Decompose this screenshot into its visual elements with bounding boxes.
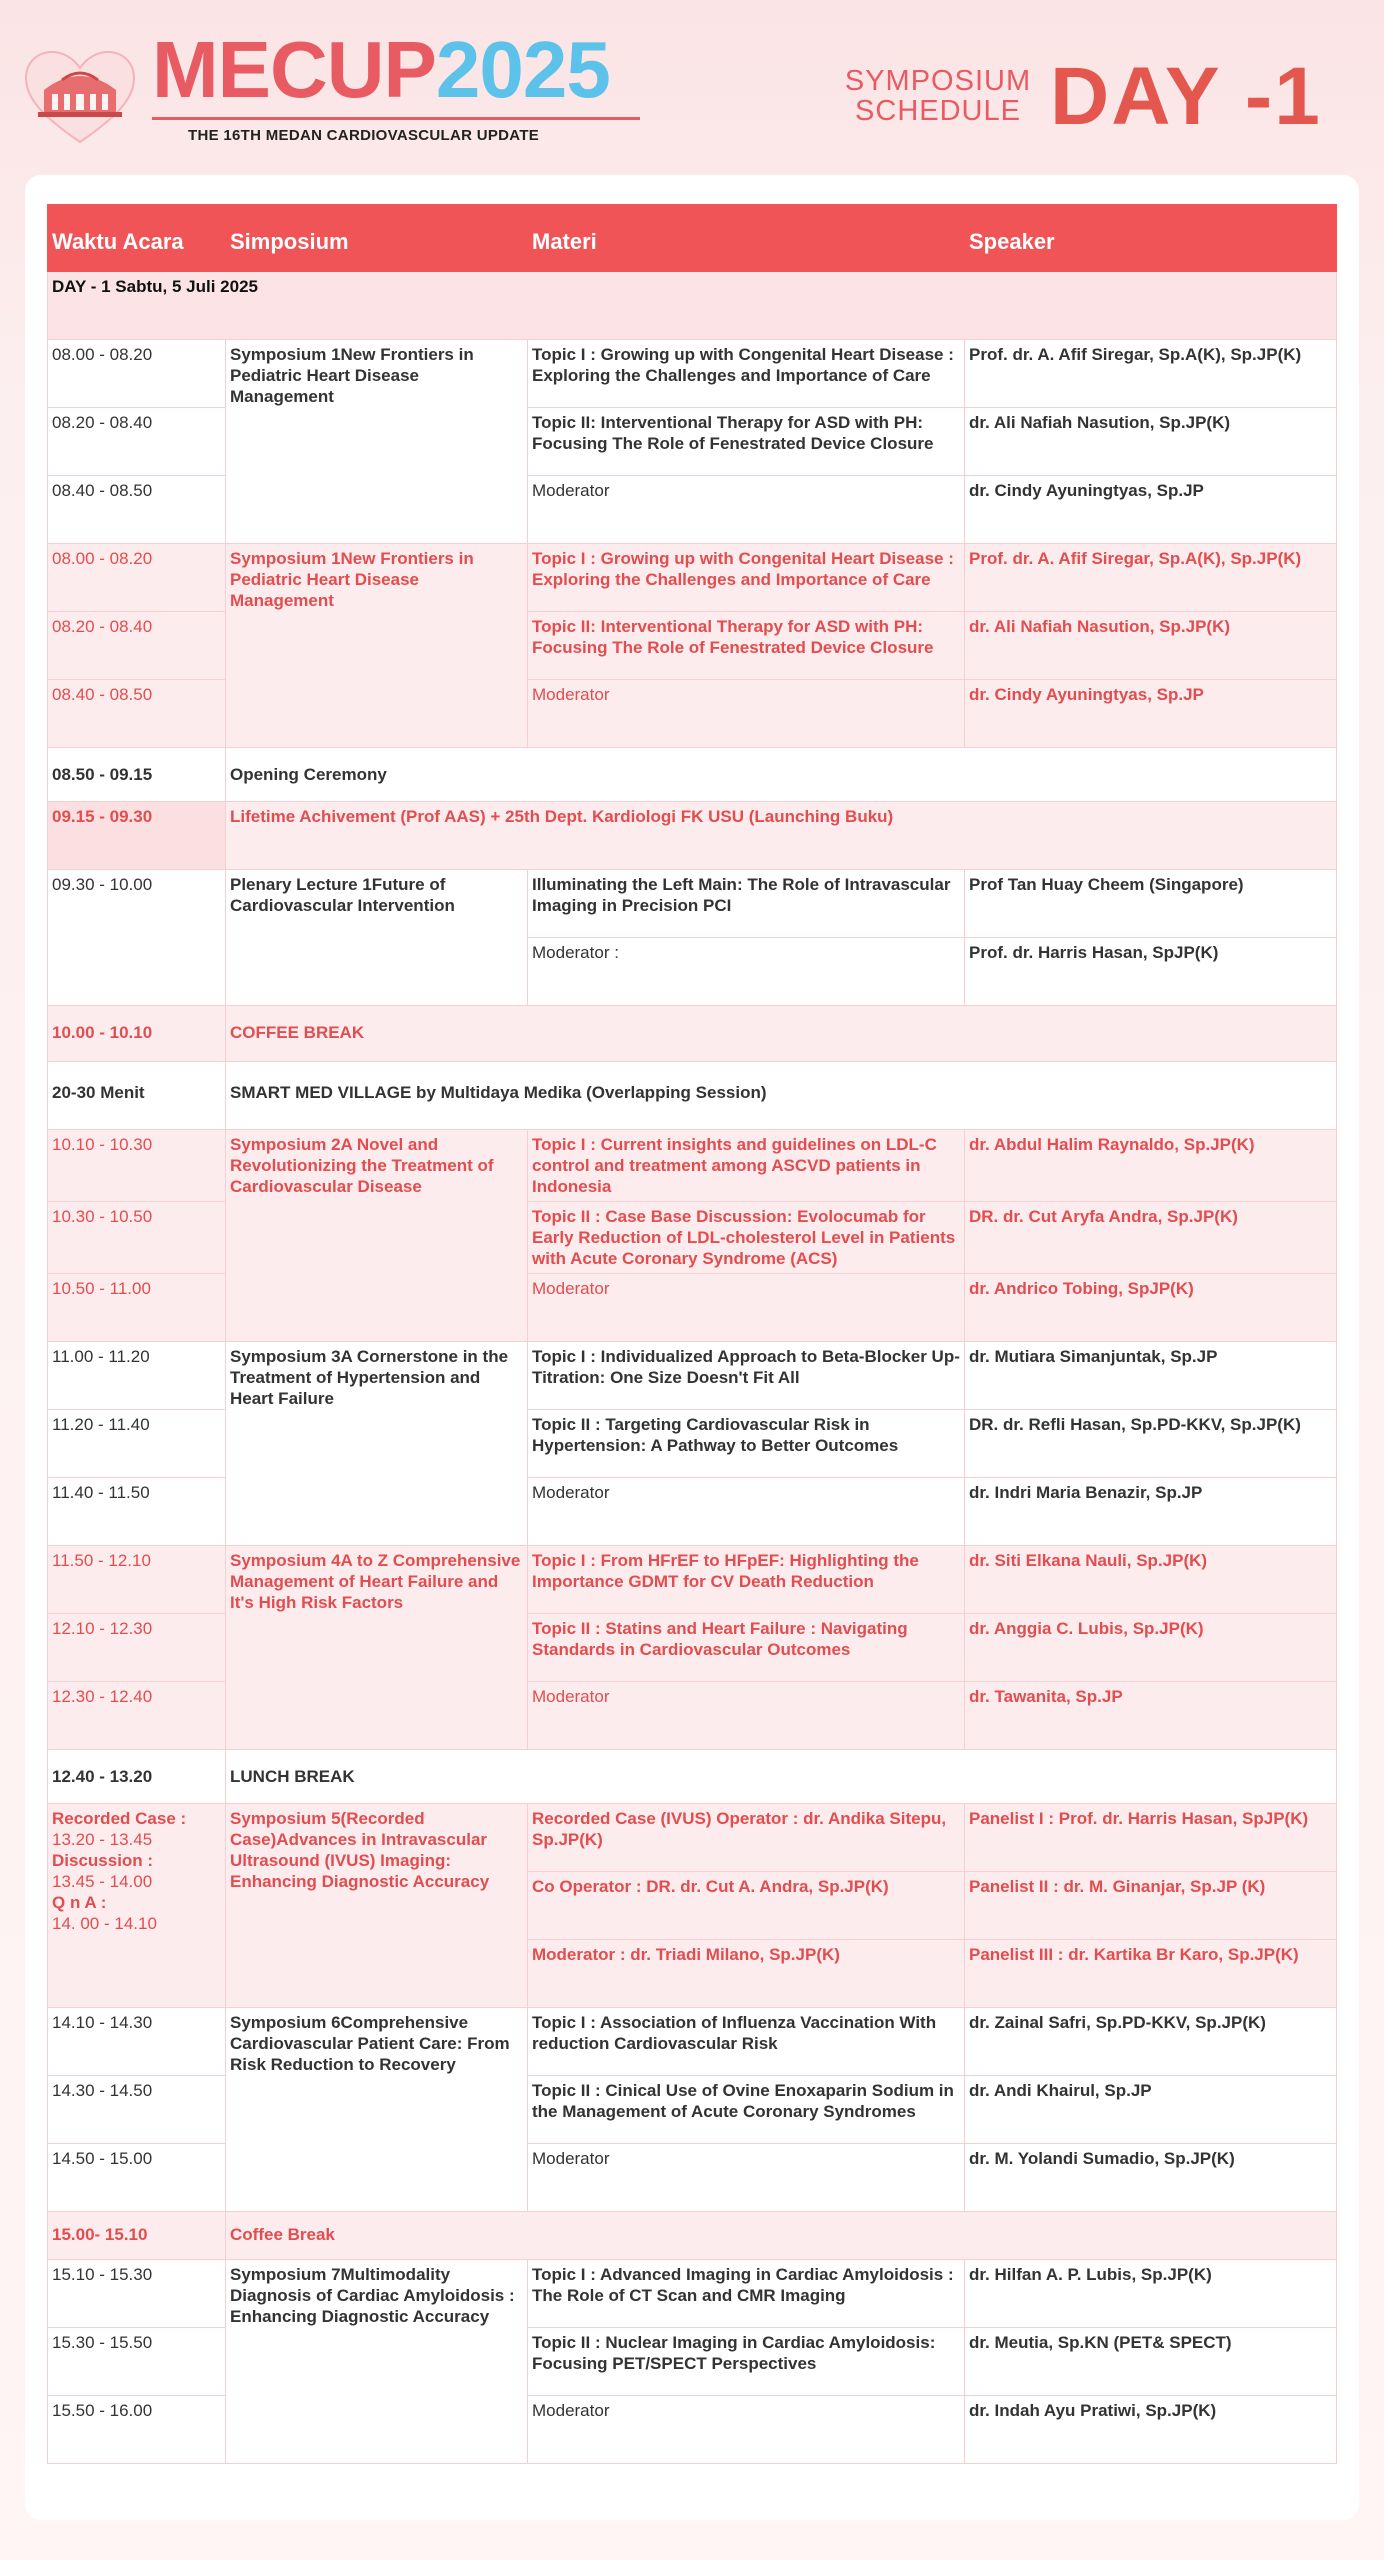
topic-cell: Moderator [528, 680, 965, 748]
speaker-cell: dr. Hilfan A. P. Lubis, Sp.JP(K) [965, 2260, 1337, 2328]
header [0, 0, 1384, 170]
topic-cell: Moderator : [528, 938, 965, 1006]
topic-cell: Recorded Case (IVUS) Operator : dr. Andika Sitepu, Sp.JP(K) [528, 1804, 965, 1872]
symposium-word: SYMPOSIUM [844, 65, 1032, 97]
speaker-cell: dr. Cindy Ayuningtyas, Sp.JP [965, 476, 1337, 544]
time-cell [48, 1804, 226, 2008]
topic-cell: Moderator [528, 1274, 965, 1342]
topic-cell: Topic I : Growing up with Congenital Heart Disease : Exploring the Challenges and Importance of Care [528, 544, 965, 612]
topic-cell: Topic I : Individualized Approach to Beta-Blocker Up-Titration: One Size Doesn't Fit All [528, 1342, 965, 1410]
col-header-speaker: Speaker [965, 205, 1337, 272]
symposium-cell: Symposium 6Comprehensive Cardiovascular Patient Care: From Risk Reduction to Recovery [226, 2008, 528, 2212]
time-cell: 09.15 - 09.30 [48, 802, 226, 870]
topic-cell: Moderator [528, 1478, 965, 1546]
speaker-cell: Prof. dr. A. Afif Siregar, Sp.A(K), Sp.JP(K) [965, 340, 1337, 408]
speaker-cell: Panelist II : dr. M. Ginanjar, Sp.JP (K) [965, 1872, 1337, 1940]
topic-cell: Topic II : Targeting Cardiovascular Risk in Hypertension: A Pathway to Better Outcomes [528, 1410, 965, 1478]
speaker-cell: dr. Mutiara Simanjuntak, Sp.JP [965, 1342, 1337, 1410]
table-row [48, 1804, 1337, 1872]
time-cell: 10.10 - 10.30 [48, 1130, 226, 1202]
topic-cell: Topic I : Association of Influenza Vaccination With reduction Cardiovascular Risk [528, 2008, 965, 2076]
topic-cell: Topic II : Statins and Heart Failure : Navigating Standards in Cardiovascular Outcomes [528, 1614, 965, 1682]
day-label: DAY -1 [1050, 51, 1322, 142]
speaker-cell: dr. Ali Nafiah Nasution, Sp.JP(K) [965, 612, 1337, 680]
speaker-cell: dr. Siti Elkana Nauli, Sp.JP(K) [965, 1546, 1337, 1614]
time-cell: 14.10 - 14.30 [48, 2008, 226, 2076]
table-row [48, 802, 1337, 870]
symposium-schedule-label [838, 66, 1038, 126]
topic-cell: Moderator : dr. Triadi Milano, Sp.JP(K) [528, 1940, 965, 2008]
event-cell: COFFEE BREAK [226, 1006, 1337, 1062]
topic-cell: Topic I : From HFrEF to HFpEF: Highlighting the Importance GDMT for CV Death Reduction [528, 1546, 965, 1614]
event-logo-wordmark [152, 25, 610, 114]
day-heading: DAY - 1 Sabtu, 5 Juli 2025 [48, 272, 1337, 340]
topic-cell: Moderator [528, 476, 965, 544]
schedule-table [47, 204, 1337, 2464]
time-cell: 10.30 - 10.50 [48, 1202, 226, 1274]
day-heading-row [48, 272, 1337, 340]
time-cell: 12.10 - 12.30 [48, 1614, 226, 1682]
topic-cell: Topic I : Growing up with Congenital Heart Disease : Exploring the Challenges and Importance of Care [528, 340, 965, 408]
topic-cell: Topic II : Nuclear Imaging in Cardiac Amyloidosis: Focusing PET/SPECT Perspectives [528, 2328, 965, 2396]
topic-cell: Moderator [528, 2144, 965, 2212]
symposium-cell: Symposium 1New Frontiers in Pediatric Heart Disease Management [226, 544, 528, 748]
time-cell: 08.20 - 08.40 [48, 612, 226, 680]
logo-underline [152, 117, 640, 120]
col-header-symposium: Simposium [226, 205, 528, 272]
table-header-row [48, 205, 1337, 272]
topic-cell: Topic II: Interventional Therapy for ASD with PH: Focusing The Role of Fenestrated Device Closure [528, 612, 965, 680]
symposium-cell: Symposium 7Multimodality Diagnosis of Cardiac Amyloidosis : Enhancing Diagnostic Accuracy [226, 2260, 528, 2464]
qna-label: Q n A : [52, 1893, 107, 1912]
discussion-label: Discussion : [52, 1851, 154, 1870]
speaker-cell: dr. Zainal Safri, Sp.PD-KKV, Sp.JP(K) [965, 2008, 1337, 2076]
symposium-cell: Symposium 3A Cornerstone in the Treatment of Hypertension and Heart Failure [226, 1342, 528, 1546]
logo-mecup: MECUP [152, 25, 436, 114]
speaker-cell: dr. Indri Maria Benazir, Sp.JP [965, 1478, 1337, 1546]
topic-cell: Moderator [528, 2396, 965, 2464]
time-cell: 15.00- 15.10 [48, 2212, 226, 2260]
table-row [48, 2008, 1337, 2076]
time-cell: 11.50 - 12.10 [48, 1546, 226, 1614]
table-row [48, 1750, 1337, 1804]
time-cell: 08.00 - 08.20 [48, 340, 226, 408]
event-cell: Coffee Break [226, 2212, 1337, 2260]
speaker-cell: Prof. dr. Harris Hasan, SpJP(K) [965, 938, 1337, 1006]
table-row [48, 1062, 1337, 1130]
topic-cell: Moderator [528, 1682, 965, 1750]
time-cell: 08.20 - 08.40 [48, 408, 226, 476]
time-cell: 10.00 - 10.10 [48, 1006, 226, 1062]
event-cell: Lifetime Achivement (Prof AAS) + 25th Dept. Kardiologi FK USU (Launching Buku) [226, 802, 1337, 870]
speaker-cell: dr. Tawanita, Sp.JP [965, 1682, 1337, 1750]
time-cell: 10.50 - 11.00 [48, 1274, 226, 1342]
speaker-cell: dr. Cindy Ayuningtyas, Sp.JP [965, 680, 1337, 748]
table-row [48, 2260, 1337, 2328]
speaker-cell: dr. Andrico Tobing, SpJP(K) [965, 1274, 1337, 1342]
event-cell: SMART MED VILLAGE by Multidaya Medika (Overlapping Session) [226, 1062, 1337, 1130]
logo-year: 2025 [435, 25, 610, 114]
table-row [48, 870, 1337, 938]
table-row [48, 2212, 1337, 2260]
topic-cell: Topic I : Current insights and guidelines on LDL-C control and treatment among ASCVD patients in Indonesia [528, 1130, 965, 1202]
time-cell: 11.40 - 11.50 [48, 1478, 226, 1546]
speaker-cell: DR. dr. Refli Hasan, Sp.PD-KKV, Sp.JP(K) [965, 1410, 1337, 1478]
topic-cell: Topic II : Cinical Use of Ovine Enoxaparin Sodium in the Management of Acute Coronary Syndromes [528, 2076, 965, 2144]
symposium-cell: Symposium 5(Recorded Case)Advances in Intravascular Ultrasound (IVUS) Imaging: Enhancing Diagnostic Accuracy [226, 1804, 528, 2008]
speaker-cell: dr. Abdul Halim Raynaldo, Sp.JP(K) [965, 1130, 1337, 1202]
event-cell: Opening Ceremony [226, 748, 1337, 802]
table-row [48, 1130, 1337, 1202]
topic-cell: Topic II : Case Base Discussion: Evolocumab for Early Reduction of LDL-cholesterol Level in Patients with Acute Coronary Syndrome (ACS) [528, 1202, 965, 1274]
time-cell: 09.30 - 10.00 [48, 870, 226, 1006]
speaker-cell: dr. Anggia C. Lubis, Sp.JP(K) [965, 1614, 1337, 1682]
topic-cell: Topic I : Advanced Imaging in Cardiac Amyloidosis : The Role of CT Scan and CMR Imaging [528, 2260, 965, 2328]
schedule-word: SCHEDULE [855, 95, 1021, 127]
time-cell: 14.50 - 15.00 [48, 2144, 226, 2212]
event-cell: LUNCH BREAK [226, 1750, 1337, 1804]
table-row [48, 1546, 1337, 1614]
discussion-time: 13.45 - 14.00 [52, 1872, 153, 1891]
speaker-cell: dr. Ali Nafiah Nasution, Sp.JP(K) [965, 408, 1337, 476]
table-row [48, 544, 1337, 612]
logo-tagline: THE 16TH MEDAN CARDIOVASCULAR UPDATE [188, 127, 540, 144]
table-row [48, 1006, 1337, 1062]
time-cell: 08.40 - 08.50 [48, 680, 226, 748]
topic-cell: Topic II: Interventional Therapy for ASD with PH: Focusing The Role of Fenestrated Device Closure [528, 408, 965, 476]
time-cell: 15.50 - 16.00 [48, 2396, 226, 2464]
time-cell: 14.30 - 14.50 [48, 2076, 226, 2144]
speaker-cell: dr. M. Yolandi Sumadio, Sp.JP(K) [965, 2144, 1337, 2212]
recorded-case-time: 13.20 - 13.45 [52, 1830, 153, 1849]
time-cell: 15.30 - 15.50 [48, 2328, 226, 2396]
topic-cell: Co Operator : DR. dr. Cut A. Andra, Sp.JP(K) [528, 1872, 965, 1940]
symposium-cell: Symposium 1New Frontiers in Pediatric Heart Disease Management [226, 340, 528, 544]
table-row [48, 1342, 1337, 1410]
speaker-cell: dr. Meutia, Sp.KN (PET& SPECT) [965, 2328, 1337, 2396]
heart-building-logo-icon [22, 50, 138, 146]
qna-time: 14. 00 - 14.10 [52, 1914, 157, 1933]
time-cell: 11.00 - 11.20 [48, 1342, 226, 1410]
speaker-cell: Panelist I : Prof. dr. Harris Hasan, SpJP(K) [965, 1804, 1337, 1872]
table-row [48, 748, 1337, 802]
time-cell: 20-30 Menit [48, 1062, 226, 1130]
symposium-cell: Symposium 4A to Z Comprehensive Management of Heart Failure and It's High Risk Factors [226, 1546, 528, 1750]
col-header-time: Waktu Acara [48, 205, 226, 272]
time-cell: 11.20 - 11.40 [48, 1410, 226, 1478]
col-header-material: Materi [528, 205, 965, 272]
time-cell: 08.00 - 08.20 [48, 544, 226, 612]
time-cell: 15.10 - 15.30 [48, 2260, 226, 2328]
table-row [48, 340, 1337, 408]
time-cell: 12.40 - 13.20 [48, 1750, 226, 1804]
speaker-cell: Prof. dr. A. Afif Siregar, Sp.A(K), Sp.JP(K) [965, 544, 1337, 612]
symposium-cell: Symposium 2A Novel and Revolutionizing the Treatment of Cardiovascular Disease [226, 1130, 528, 1342]
time-cell: 08.50 - 09.15 [48, 748, 226, 802]
speaker-cell: dr. Andi Khairul, Sp.JP [965, 2076, 1337, 2144]
speaker-cell: Panelist III : dr. Kartika Br Karo, Sp.JP(K) [965, 1940, 1337, 2008]
recorded-case-label: Recorded Case : [52, 1809, 187, 1828]
speaker-cell: DR. dr. Cut Aryfa Andra, Sp.JP(K) [965, 1202, 1337, 1274]
speaker-cell: dr. Indah Ayu Pratiwi, Sp.JP(K) [965, 2396, 1337, 2464]
symposium-cell: Plenary Lecture 1Future of Cardiovascular Intervention [226, 870, 528, 1006]
time-cell: 08.40 - 08.50 [48, 476, 226, 544]
time-cell: 12.30 - 12.40 [48, 1682, 226, 1750]
speaker-cell: Prof Tan Huay Cheem (Singapore) [965, 870, 1337, 938]
topic-cell: Illuminating the Left Main: The Role of Intravascular Imaging in Precision PCI [528, 870, 965, 938]
